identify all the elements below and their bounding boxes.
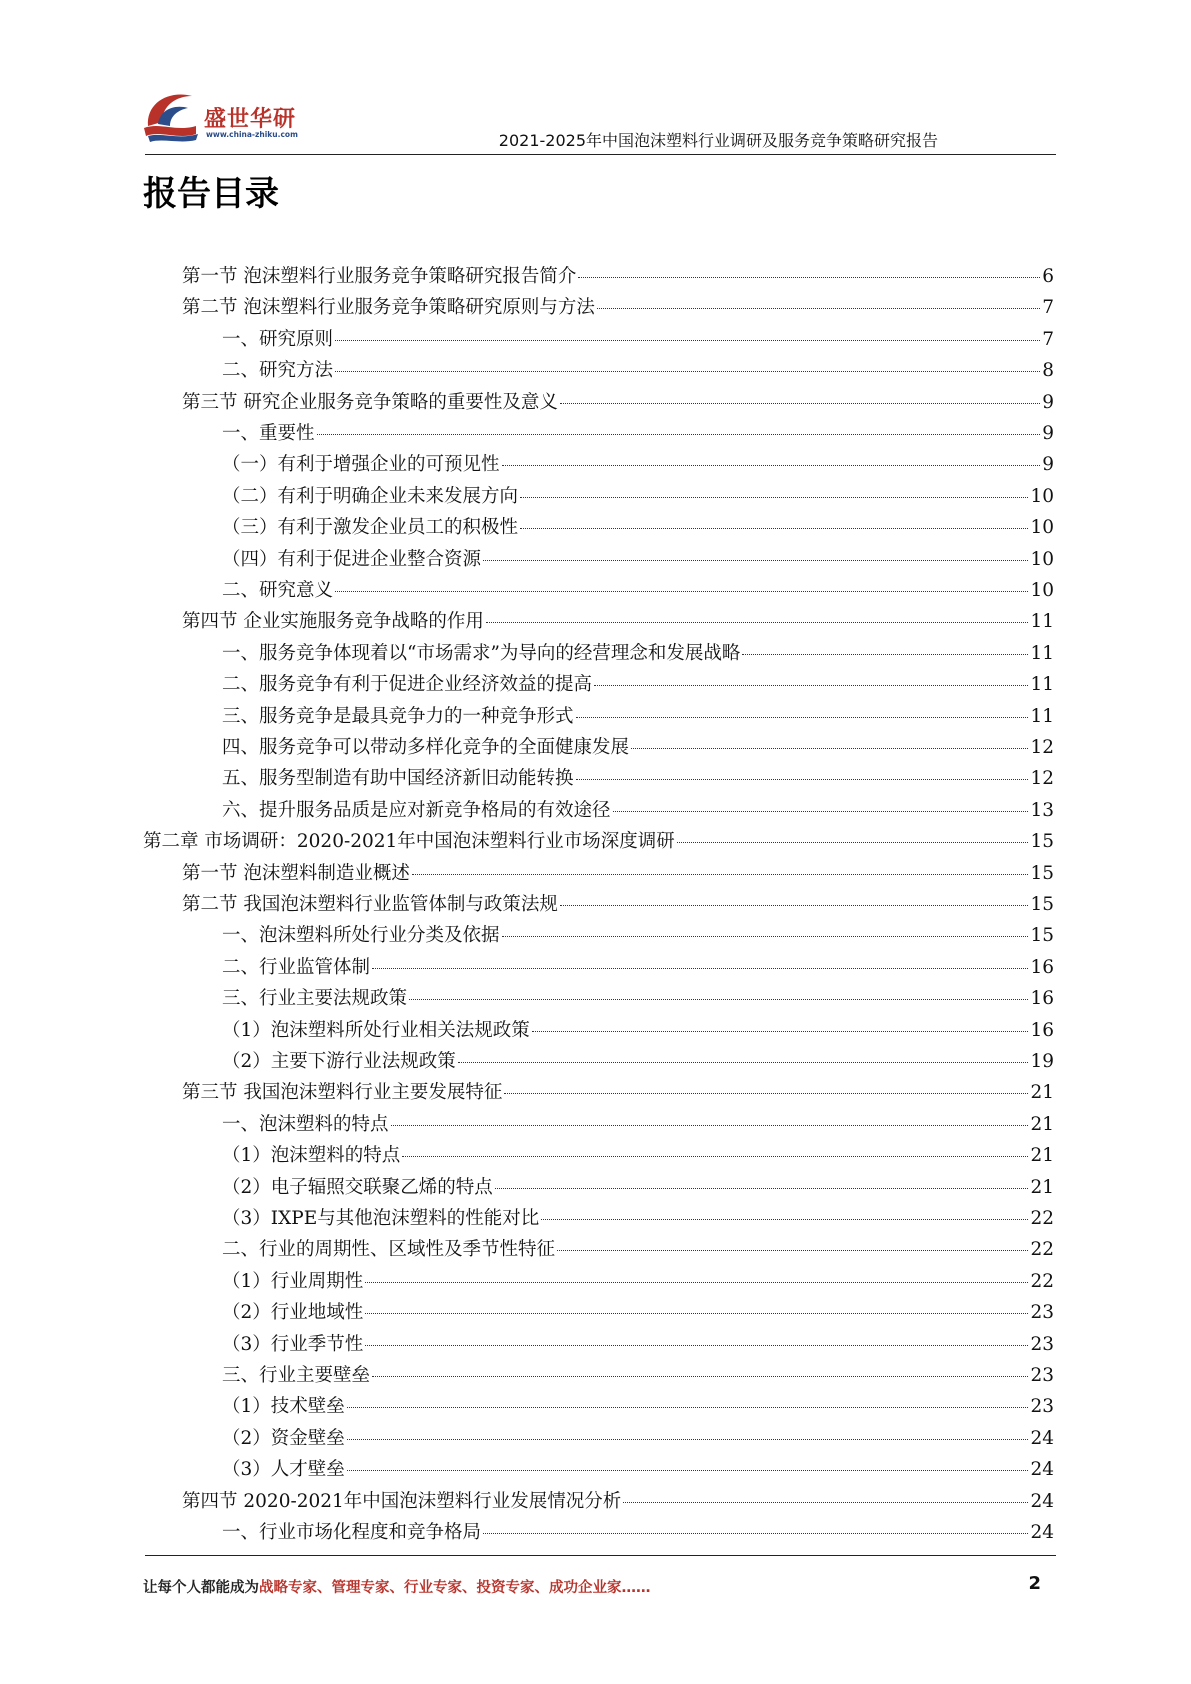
toc-leader-dots [532, 1031, 1029, 1032]
toc-entry-label: 一、行业市场化程度和竞争格局 [222, 1522, 482, 1543]
toc-entry-label: （2）资金壁垒 [222, 1427, 345, 1449]
toc-entry[interactable] [182, 1486, 1054, 1517]
brand-url: www.china-zhiku.com [206, 130, 298, 139]
toc-entry-page: 13 [1030, 799, 1054, 821]
toc-entry-label: 第二节 泡沫塑料行业服务竞争策略研究原则与方法 [182, 297, 595, 319]
toc-entry[interactable] [222, 638, 1054, 669]
toc-leader-dots [576, 717, 1029, 718]
toc-entry-page: 24 [1030, 1427, 1054, 1449]
toc-leader-dots [365, 1345, 1028, 1346]
toc-entry-label: 第三节 研究企业服务竞争策略的重要性及意义 [182, 391, 558, 413]
toc-entry-label: 四、服务竞争可以带动多样化竞争的全面健康发展 [222, 737, 630, 758]
toc-leader-dots [372, 1376, 1028, 1377]
toc-entry-label: 二、行业监管体制 [222, 956, 371, 978]
toc-entry[interactable] [182, 606, 1054, 637]
toc-entry-label: 二、服务竞争有利于促进企业经济效益的提高 [222, 674, 593, 696]
toc-entry-label: 六、提升服务品质是应对新竞争格局的有效途径 [222, 799, 611, 821]
toc-leader-dots [402, 1156, 1028, 1157]
toc-entry[interactable] [222, 1360, 1054, 1391]
toc-leader-dots [541, 1219, 1028, 1220]
toc-entry-label: （四）有利于促进企业整合资源 [222, 548, 482, 570]
toc-leader-dots [317, 434, 1041, 435]
toc-entry-page: 7 [1042, 297, 1054, 319]
toc-leader-dots [557, 1250, 1028, 1251]
toc-entry[interactable] [222, 1329, 1054, 1360]
footer-slogan-prefix: 让每个人都能成为 [143, 1580, 259, 1596]
toc-leader-dots [347, 1470, 1029, 1471]
toc-entry-page: 22 [1030, 1208, 1054, 1229]
footer-slogan [143, 1576, 651, 1597]
toc-entry[interactable] [222, 1140, 1054, 1171]
toc-leader-dots [504, 1093, 1028, 1094]
toc-entry-label: （三）有利于激发企业员工的积极性 [222, 517, 519, 539]
toc-entry[interactable] [222, 1297, 1054, 1328]
footer-slogan-highlight: 战略专家、管理专家、行业专家、投资专家、成功企业家…… [259, 1580, 651, 1596]
toc-entry[interactable] [222, 1517, 1054, 1548]
toc-entry[interactable] [222, 1015, 1054, 1046]
toc-leader-dots [742, 654, 1028, 655]
toc-entry-label: （1）泡沫塑料所处行业相关法规政策 [222, 1019, 530, 1041]
toc-leader-dots [412, 874, 1029, 875]
toc-entry-page: 15 [1030, 831, 1054, 853]
toc-entry-label: 三、服务竞争是最具竞争力的一种竞争形式 [222, 705, 574, 727]
toc-entry[interactable] [182, 387, 1054, 418]
toc-entry-label: 第一节 泡沫塑料行业服务竞争策略研究报告简介 [182, 266, 577, 287]
toc-leader-dots [335, 340, 1040, 341]
toc-leader-dots [597, 308, 1040, 309]
toc-entry-label: 五、服务型制造有助中国经济新旧动能转换 [222, 768, 574, 790]
toc-entry-page: 10 [1030, 548, 1054, 570]
toc-entry[interactable] [182, 889, 1054, 920]
toc-entry-label: 第二节 我国泡沫塑料行业监管体制与政策法规 [182, 894, 558, 915]
toc-entry-label: 第二章 市场调研：2020-2021年中国泡沫塑料行业市场深度调研 [143, 831, 675, 853]
toc-entry[interactable] [222, 920, 1054, 951]
toc-entry-page: 7 [1042, 328, 1054, 350]
toc-entry-page: 24 [1030, 1490, 1054, 1512]
toc-leader-dots [576, 779, 1029, 780]
toc-entry-label: （1）技术壁垒 [222, 1396, 345, 1418]
toc-leader-dots [365, 1282, 1028, 1283]
report-title: 2021-2025年中国泡沫塑料行业调研及服务竞争策略研究报告 [498, 131, 938, 150]
toc-entry[interactable] [222, 1391, 1054, 1422]
toc-entry[interactable] [222, 1203, 1054, 1234]
toc-entry-page: 11 [1030, 674, 1054, 696]
toc-leader-dots [347, 1439, 1029, 1440]
toc-entry[interactable] [222, 1109, 1054, 1140]
toc-entry-label: 第四节 2020-2021年中国泡沫塑料行业发展情况分析 [182, 1490, 622, 1512]
toc-entry[interactable] [222, 983, 1054, 1014]
toc-entry-page: 10 [1030, 517, 1054, 539]
toc-entry-page: 11 [1030, 642, 1054, 664]
toc-leader-dots [502, 936, 1029, 937]
toc-entry[interactable] [222, 324, 1054, 355]
toc-entry-label: 一、重要性 [222, 423, 315, 444]
toc-entry[interactable] [222, 512, 1054, 543]
toc-entry-label: 第三节 我国泡沫塑料行业主要发展特征 [182, 1082, 503, 1104]
toc-entry-page: 23 [1030, 1396, 1054, 1418]
toc-entry-page: 11 [1030, 705, 1054, 727]
toc-leader-dots [391, 1125, 1029, 1126]
toc-entry[interactable] [182, 261, 1054, 292]
toc-leader-dots [560, 403, 1040, 404]
toc-entry-label: 二、研究方法 [222, 360, 334, 382]
toc-leader-dots [520, 528, 1028, 529]
toc-leader-dots [347, 1407, 1029, 1408]
toc-entry-page: 11 [1030, 611, 1054, 633]
toc-entry-label: 一、泡沫塑料的特点 [222, 1113, 389, 1135]
footer-divider [145, 1555, 1056, 1556]
toc-entry-label: （一）有利于增强企业的可预见性 [222, 454, 500, 476]
toc-entry[interactable] [222, 701, 1054, 732]
toc-entry[interactable] [222, 418, 1054, 449]
toc-leader-dots [458, 1062, 1029, 1063]
toc-entry[interactable] [222, 1046, 1054, 1077]
toc-entry[interactable] [222, 1454, 1054, 1485]
toc-leader-dots [560, 905, 1029, 906]
toc-entry-label: （2）行业地域性 [222, 1302, 364, 1324]
toc-entry-label: （3）IXPE与其他泡沫塑料的性能对比 [222, 1208, 540, 1229]
toc-leader-dots [594, 685, 1028, 686]
toc-entry-label: 一、服务竞争体现着以“市场需求”为导向的经营理念和发展战略 [222, 642, 741, 664]
toc-entry-page: 21 [1030, 1176, 1054, 1198]
toc-entry-label: 一、研究原则 [222, 328, 334, 350]
toc-entry-page: 15 [1030, 862, 1054, 884]
toc-entry[interactable] [222, 481, 1054, 512]
toc-entry-page: 23 [1030, 1302, 1054, 1324]
toc-entry-page: 16 [1030, 1019, 1054, 1041]
toc-entry[interactable] [222, 732, 1054, 763]
toc-entry-page: 22 [1030, 1239, 1054, 1261]
toc-entry-page: 9 [1042, 391, 1054, 413]
toc-leader-dots [372, 968, 1028, 969]
toc-entry-page: 23 [1030, 1333, 1054, 1355]
toc-entry-page: 9 [1042, 454, 1054, 476]
toc-entry-page: 8 [1042, 360, 1054, 382]
toc-entry[interactable] [222, 1172, 1054, 1203]
toc-entry[interactable] [222, 449, 1054, 480]
toc-entry-page: 21 [1030, 1082, 1054, 1104]
toc-leader-dots [483, 560, 1028, 561]
toc-entry-page: 10 [1030, 580, 1054, 601]
toc-leader-dots [335, 591, 1028, 592]
toc-entry-page: 19 [1030, 1051, 1054, 1072]
toc-entry-label: （二）有利于明确企业未来发展方向 [222, 485, 519, 507]
toc-entry[interactable] [182, 292, 1054, 323]
toc-entry[interactable] [222, 575, 1054, 606]
header-divider [145, 154, 1056, 155]
toc-entry-label: （1）泡沫塑料的特点 [222, 1145, 401, 1167]
toc-entry-page: 15 [1030, 894, 1054, 915]
toc-entry[interactable] [222, 795, 1054, 826]
toc-entry[interactable] [222, 763, 1054, 794]
page-header [0, 0, 1191, 160]
brand-name: 盛世华研 [204, 107, 297, 132]
toc-leader-dots [623, 1502, 1028, 1503]
toc-entry-page: 24 [1030, 1522, 1054, 1543]
toc-leader-dots [520, 497, 1028, 498]
toc-leader-dots [613, 811, 1029, 812]
page-title: 报告目录 [143, 174, 279, 214]
toc-entry-label: 二、行业的周期性、区域性及季节性特征 [222, 1239, 556, 1261]
toc-leader-dots [409, 999, 1028, 1000]
toc-entry-label: 第四节 企业实施服务竞争战略的作用 [182, 611, 484, 633]
toc-entry-page: 16 [1030, 956, 1054, 978]
toc-entry-page: 15 [1030, 925, 1054, 947]
toc-entry[interactable] [222, 355, 1054, 386]
toc-entry[interactable] [182, 858, 1054, 889]
toc-entry-label: 第一节 泡沫塑料制造业概述 [182, 862, 410, 884]
toc-entry-label: 三、行业主要法规政策 [222, 988, 408, 1010]
toc-entry-page: 6 [1042, 266, 1054, 287]
toc-entry[interactable] [182, 1077, 1054, 1108]
toc-entry[interactable] [222, 544, 1054, 575]
toc-entry-label: 二、研究意义 [222, 580, 334, 601]
toc-entry[interactable] [222, 1266, 1054, 1297]
toc-leader-dots [483, 1533, 1028, 1534]
toc-entry-page: 12 [1030, 737, 1054, 758]
toc-entry-label: （2）电子辐照交联聚乙烯的特点 [222, 1176, 493, 1198]
toc-entry-label: 一、泡沫塑料所处行业分类及依据 [222, 925, 500, 947]
toc-leader-dots [495, 1188, 1029, 1189]
toc-entry[interactable] [222, 1423, 1054, 1454]
toc-entry-page: 24 [1030, 1459, 1054, 1481]
toc-entry-label: （2）主要下游行业法规政策 [222, 1051, 456, 1072]
toc-entry-page: 22 [1030, 1270, 1054, 1292]
toc-entry-label: （3）行业季节性 [222, 1333, 364, 1355]
toc-leader-dots [578, 277, 1040, 278]
toc-leader-dots [486, 622, 1029, 623]
toc-entry-label: （3）人才壁垒 [222, 1459, 345, 1481]
toc-entry-page: 21 [1030, 1113, 1054, 1135]
toc-entry[interactable] [222, 669, 1054, 700]
toc-entry[interactable] [222, 1234, 1054, 1265]
toc-entry[interactable] [143, 826, 1054, 857]
toc-entry-page: 10 [1030, 485, 1054, 507]
toc-leader-dots [365, 1313, 1028, 1314]
toc-leader-dots [502, 465, 1041, 466]
toc-entry-page: 16 [1030, 988, 1054, 1010]
toc-entry-page: 9 [1042, 423, 1054, 444]
toc-entry[interactable] [222, 952, 1054, 983]
toc-leader-dots [335, 371, 1040, 372]
toc-entry-page: 21 [1030, 1145, 1054, 1167]
toc-leader-dots [631, 748, 1028, 749]
toc-entry-label: 三、行业主要壁垒 [222, 1365, 371, 1386]
toc-entry-page: 23 [1030, 1365, 1054, 1386]
toc-entry-label: （1）行业周期性 [222, 1270, 364, 1292]
page-number: 2 [1028, 1573, 1041, 1594]
toc-entry-page: 12 [1030, 768, 1054, 790]
toc-leader-dots [677, 842, 1029, 843]
